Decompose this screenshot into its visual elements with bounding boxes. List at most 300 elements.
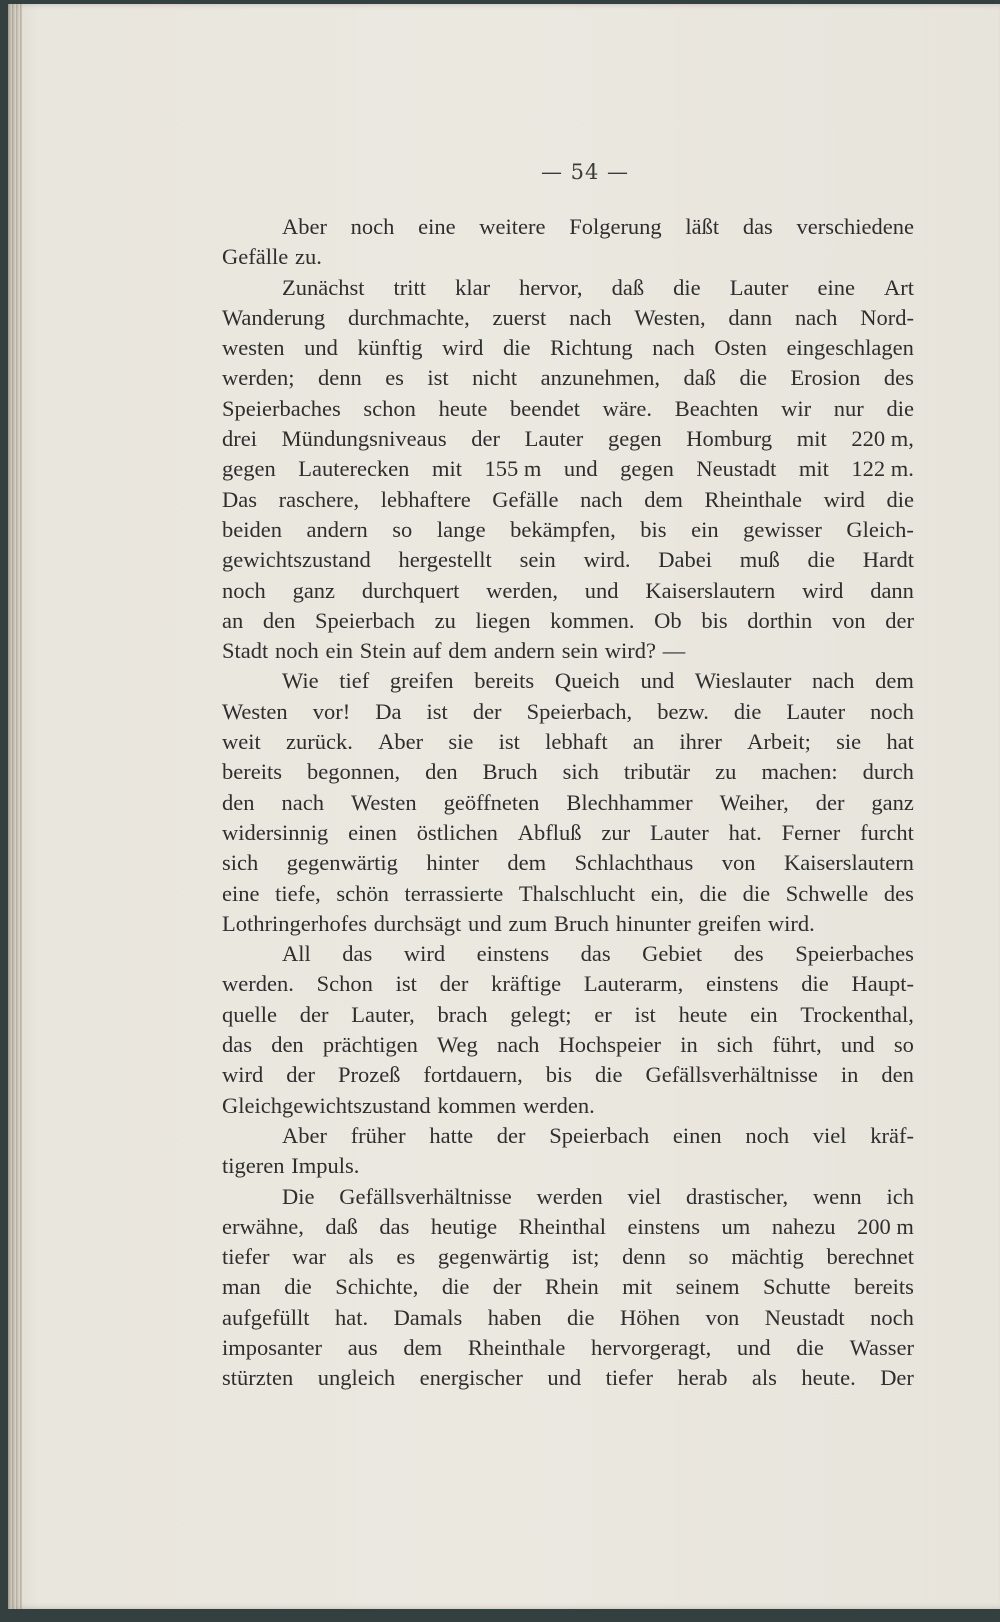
text-word: sich — [716, 1032, 754, 1058]
text-word: eine — [817, 274, 855, 300]
text-word: tiefer — [222, 1244, 270, 1270]
text-word: sie — [836, 729, 862, 755]
text-word: Wie — [282, 668, 319, 694]
text-word: noch — [275, 638, 319, 664]
text-word: Gleichgewichtszustand — [222, 1092, 431, 1118]
text-word: nur — [833, 395, 864, 421]
text-word: 200 m — [857, 1213, 914, 1239]
text-line — [222, 1182, 914, 1212]
text-word: und — [640, 668, 675, 694]
text-word: aus — [347, 1334, 378, 1360]
text-line — [222, 697, 914, 727]
text-word: muß — [739, 547, 780, 573]
text-word: des — [733, 941, 764, 967]
text-word: Arbeit; — [747, 729, 811, 755]
text-line — [222, 1060, 914, 1090]
text-word: Wieslauter — [694, 668, 792, 694]
text-word: ungleich — [317, 1365, 396, 1391]
text-word: Erosion — [790, 365, 861, 391]
text-word: und — [563, 456, 598, 482]
text-word: einstens — [627, 1213, 701, 1239]
text-word: ich — [886, 1183, 914, 1209]
text-word: wird — [403, 941, 446, 967]
text-word: zurück. — [286, 729, 353, 755]
text-line — [222, 788, 914, 818]
text-word: tributär — [623, 759, 691, 785]
text-word: wird — [222, 1062, 264, 1088]
text-word: furcht — [860, 819, 914, 845]
text-word: ihrer — [679, 729, 722, 755]
text-word: beendet — [510, 395, 580, 421]
text-word: die — [699, 880, 727, 906]
text-word: terrassierte — [404, 880, 504, 906]
text-word: die — [807, 547, 835, 573]
text-word: Rheinthale — [467, 1334, 566, 1360]
text-word: tigeren — [222, 1153, 285, 1179]
text-word: ist; — [571, 1244, 600, 1270]
text-word: den — [271, 1032, 304, 1058]
text-word: Hardt — [862, 547, 914, 573]
text-line — [222, 515, 914, 545]
text-word: um — [721, 1213, 751, 1239]
text-line — [222, 1000, 914, 1030]
text-word: hatte — [429, 1122, 474, 1148]
text-word: Schichte, — [335, 1274, 419, 1300]
body-text — [222, 212, 914, 1394]
text-word: wird — [802, 577, 844, 603]
text-line — [222, 1030, 914, 1060]
text-word: Neustadt — [696, 456, 777, 482]
text-word: an — [222, 607, 244, 633]
text-word: gegenwärtig — [286, 850, 398, 876]
text-word: noch — [222, 577, 266, 603]
text-word: Neustadt — [764, 1304, 845, 1330]
text-line — [222, 1272, 914, 1302]
text-word: schön — [336, 880, 389, 906]
text-word: Ferner — [781, 819, 841, 845]
text-word: 155 m — [484, 456, 542, 482]
text-word: Lauterecken — [298, 456, 410, 482]
text-word: der — [472, 698, 502, 724]
text-word: die — [567, 1304, 595, 1330]
text-word: an — [632, 729, 655, 755]
text-word: ganz — [292, 577, 336, 603]
text-word: ganz — [871, 789, 914, 815]
text-word: dem — [875, 668, 914, 694]
text-word: wird — [823, 486, 865, 512]
text-word: Speierbach, — [526, 698, 633, 724]
text-word: Bruch — [482, 759, 538, 785]
text-word: noch — [350, 214, 395, 239]
text-word: Wanderung — [222, 304, 326, 330]
text-word: und — [584, 577, 619, 603]
text-word: den — [262, 607, 296, 633]
text-word: begonnen, — [307, 759, 401, 785]
text-word: gegen — [607, 426, 662, 452]
text-word: der — [885, 607, 914, 633]
text-word: Trockenthal, — [800, 1001, 914, 1027]
text-line — [222, 636, 914, 666]
text-word: einstens — [476, 941, 550, 967]
text-word: sein — [561, 638, 598, 664]
text-word: der — [496, 1122, 526, 1148]
text-word: den — [881, 1062, 914, 1088]
text-word: werden; — [222, 365, 295, 391]
text-word: Nord- — [860, 304, 914, 330]
text-line — [222, 909, 914, 939]
text-word: hervor, — [519, 274, 583, 300]
text-word: Lauterarm, — [583, 971, 684, 997]
text-word: mit — [431, 456, 462, 482]
text-word: dann — [728, 304, 773, 330]
text-word: das — [342, 941, 373, 967]
text-word: tritt — [393, 274, 427, 300]
text-word: Schlachthaus — [574, 850, 694, 876]
text-word: wir — [781, 395, 812, 421]
text-word: denn — [622, 1244, 666, 1270]
text-word: gegen — [222, 456, 276, 482]
text-word: einen — [672, 1122, 722, 1148]
text-word: gelegt; — [510, 1001, 572, 1027]
text-word: wäre. — [602, 395, 652, 421]
text-word: Westen — [222, 698, 288, 724]
text-word: tiefer — [605, 1365, 654, 1391]
text-word: verschiedene — [796, 214, 914, 239]
text-word: man — [222, 1274, 261, 1300]
text-line — [222, 1151, 914, 1181]
text-word: von — [831, 607, 866, 633]
text-word: Schutte — [762, 1274, 831, 1300]
text-word: östlichen — [416, 819, 498, 845]
text-word: weitere — [479, 214, 546, 239]
text-word: Das — [222, 486, 257, 512]
text-word: bereits — [474, 668, 535, 694]
text-word: die — [594, 1062, 623, 1088]
text-line — [222, 727, 914, 757]
text-word: westen — [222, 335, 285, 361]
text-word: Hochspeier — [558, 1032, 662, 1058]
text-word: daß — [611, 274, 645, 300]
text-word: nach — [580, 486, 623, 512]
text-word: zuerst — [492, 304, 547, 330]
text-word: 122 m. — [851, 456, 914, 482]
text-word: Speierbach — [315, 607, 415, 633]
text-word: wird? — [604, 638, 656, 664]
text-word: gewisser — [743, 516, 822, 542]
text-line — [222, 1121, 914, 1151]
text-word: Gebiet — [642, 941, 703, 967]
text-word: durchquert — [361, 577, 460, 603]
text-word: Aber — [282, 214, 327, 239]
text-word: Impuls. — [291, 1153, 360, 1179]
text-word: gewichtszustand — [222, 547, 371, 573]
text-word: Da — [375, 698, 402, 724]
text-word: der — [286, 1062, 315, 1088]
text-word: Zunächst — [282, 274, 365, 300]
text-word: Gefällsverhältnisse — [339, 1183, 512, 1209]
text-line — [222, 1242, 914, 1272]
text-word: andern — [306, 516, 368, 542]
text-word: daß — [325, 1213, 358, 1239]
text-word: die — [886, 395, 914, 421]
text-word: Der — [880, 1365, 914, 1391]
text-word: heute — [438, 395, 488, 421]
text-word: hinunter — [615, 910, 691, 936]
text-word: hat. — [728, 819, 762, 845]
text-word: bereits — [853, 1274, 914, 1300]
text-word: Schwelle — [785, 880, 869, 906]
text-word: Mündungsniveaus — [281, 426, 447, 452]
text-word: Art — [884, 274, 914, 300]
text-word: früher — [350, 1122, 406, 1148]
text-word: Queich — [554, 668, 620, 694]
text-word: imposanter — [222, 1334, 322, 1360]
text-word: greifen — [697, 910, 762, 936]
text-word: dem — [644, 486, 683, 512]
text-word: kommen. — [550, 607, 635, 633]
text-word: nach — [652, 335, 695, 361]
text-word: tief — [339, 668, 370, 694]
text-word: und — [547, 1365, 582, 1391]
text-word: hinter — [426, 850, 479, 876]
text-word: viel — [627, 1183, 662, 1209]
text-word: gegenwärtig — [437, 1244, 550, 1270]
text-word: und — [467, 910, 502, 936]
text-word: Aber — [282, 1122, 327, 1148]
text-word: mit — [796, 426, 827, 452]
text-word: so — [688, 1244, 709, 1270]
text-word: kräf- — [870, 1122, 914, 1148]
text-word: hat — [886, 729, 914, 755]
text-word: berechnet — [826, 1244, 914, 1270]
text-word: dem — [403, 1334, 443, 1360]
text-word: das — [222, 1032, 252, 1058]
text-word: als — [348, 1244, 374, 1270]
text-word: Stadt — [222, 638, 269, 664]
text-line — [222, 242, 914, 272]
text-word: künftig — [357, 335, 423, 361]
text-word: so — [893, 1032, 914, 1058]
text-word: wird — [442, 335, 484, 361]
text-word: Prozeß — [337, 1062, 401, 1088]
text-word: der — [439, 971, 469, 997]
text-word: Rhein — [545, 1274, 599, 1300]
text-word: noch — [870, 698, 914, 724]
text-word: eine — [222, 880, 260, 906]
text-word: Die — [282, 1183, 315, 1209]
text-word: heute. — [801, 1365, 856, 1391]
text-word: All — [282, 941, 311, 967]
text-word: weit — [222, 729, 261, 755]
text-word: dorthin — [747, 607, 813, 633]
text-line — [222, 485, 914, 515]
text-word: nicht — [472, 365, 518, 391]
text-word: — — [662, 638, 686, 664]
text-word: Speierbaches — [795, 941, 914, 967]
text-line — [222, 666, 914, 696]
text-word: mit — [798, 456, 829, 482]
text-word: beiden — [222, 516, 282, 542]
text-word: dann — [870, 577, 914, 603]
text-line — [222, 1333, 914, 1363]
text-word: des — [883, 880, 914, 906]
text-word: ein — [691, 516, 719, 542]
text-word: nach — [281, 789, 324, 815]
text-word: hergestellt — [398, 547, 492, 573]
text-word: noch — [745, 1122, 790, 1148]
text-word: ein — [750, 1001, 778, 1027]
text-word: Weiher, — [719, 789, 789, 815]
text-word: Lothringerhofes — [222, 910, 367, 936]
text-word: quelle — [222, 1001, 277, 1027]
text-word: des — [883, 365, 914, 391]
text-word: einen — [348, 819, 397, 845]
text-line — [222, 394, 914, 424]
text-word: auf — [412, 638, 442, 664]
text-word: viel — [812, 1122, 847, 1148]
text-word: sich — [562, 759, 599, 785]
text-word: ist — [426, 698, 448, 724]
text-word: fortdauern, — [423, 1062, 523, 1088]
text-word: haben — [487, 1304, 542, 1330]
text-word: aufgefüllt — [222, 1304, 310, 1330]
text-word: vor! — [312, 698, 351, 724]
text-word: machen: — [761, 759, 838, 785]
text-word: Kaiserslautern — [783, 850, 914, 876]
text-word: anzunehmen, — [540, 365, 660, 391]
text-word: der — [492, 1274, 522, 1300]
text-word: hervorgeragt, — [591, 1334, 712, 1360]
text-word: liegen — [475, 607, 531, 633]
text-word: noch — [870, 1304, 914, 1330]
text-line — [222, 363, 914, 393]
text-word: heutige — [430, 1213, 498, 1239]
text-word: lebhaftere — [380, 486, 471, 512]
text-word: drastischer, — [685, 1183, 789, 1209]
page-gutter-edge — [8, 4, 22, 1609]
text-word: Aber — [378, 729, 424, 755]
text-word: Höhen — [619, 1304, 680, 1330]
text-word: gegen — [620, 456, 674, 482]
text-word: das — [742, 214, 773, 239]
text-word: dem — [507, 850, 547, 876]
text-word: andern — [493, 638, 555, 664]
text-line — [222, 606, 914, 636]
text-line — [222, 1363, 914, 1393]
text-word: nach — [569, 304, 612, 330]
text-word: durchsägt — [373, 910, 462, 936]
text-word: in — [680, 1032, 698, 1058]
text-word: das — [379, 1213, 410, 1239]
text-word: ist — [634, 1001, 656, 1027]
text-line — [222, 303, 914, 333]
text-word: Weg — [437, 1032, 478, 1058]
text-word: Gleich- — [846, 516, 914, 542]
text-word: der — [471, 426, 500, 452]
text-word: es — [396, 1244, 416, 1270]
text-word: tiefe, — [275, 880, 321, 906]
text-line — [222, 757, 914, 787]
text-word: Beachten — [674, 395, 759, 421]
text-word: zur — [601, 819, 631, 845]
text-line — [222, 424, 914, 454]
text-word: Bruch — [553, 910, 609, 936]
text-word: sie — [448, 729, 474, 755]
text-word: denn — [317, 365, 362, 391]
text-word: Lauter — [729, 274, 789, 300]
page-number: — 54 — — [540, 160, 630, 184]
text-word: Ob — [654, 607, 682, 633]
text-word: eine — [418, 214, 456, 239]
text-word: klar — [455, 274, 491, 300]
text-word: werden. — [222, 971, 294, 997]
text-line — [222, 1212, 914, 1242]
text-word: dem — [448, 638, 488, 664]
text-word: mächtig — [731, 1244, 804, 1270]
text-word: Rheinthal — [518, 1213, 607, 1239]
text-word: zu — [715, 759, 737, 785]
text-word: die — [673, 274, 701, 300]
text-word: die — [284, 1274, 312, 1300]
text-word: und — [840, 1032, 875, 1058]
text-word: Lauter, — [351, 1001, 415, 1027]
text-word: den — [425, 759, 458, 785]
text-word: die — [502, 335, 531, 361]
text-word: zum — [508, 910, 548, 936]
text-word: Stein — [359, 638, 407, 664]
text-word: er — [594, 1001, 612, 1027]
text-word: stürzten — [222, 1365, 294, 1391]
text-word: den — [222, 789, 255, 815]
text-word: durch — [862, 759, 914, 785]
text-word: Kaiserslautern — [645, 577, 776, 603]
text-word: widersinnig — [222, 819, 329, 845]
text-line — [222, 576, 914, 606]
text-word: heute — [678, 1001, 728, 1027]
text-word: energischer — [419, 1365, 523, 1391]
text-word: Rheinthale — [704, 486, 803, 512]
text-word: nach — [794, 304, 838, 330]
text-word: der — [299, 1001, 329, 1027]
text-word: wenn — [812, 1183, 862, 1209]
text-word: in — [840, 1062, 859, 1088]
text-word: nahezu — [771, 1213, 836, 1239]
text-word: bis — [701, 607, 728, 633]
text-word: und — [736, 1334, 771, 1360]
text-word: 220 m, — [851, 426, 914, 452]
text-word: Thalschlucht — [518, 880, 636, 906]
text-word: läßt — [685, 214, 720, 239]
text-word: Speierbaches — [222, 395, 341, 421]
text-word: die — [733, 698, 762, 724]
text-word: bis — [640, 516, 667, 542]
text-word: die — [742, 880, 771, 906]
text-word: von — [705, 1304, 740, 1330]
text-word: als — [751, 1365, 777, 1391]
text-word: Gefällsverhältnisse — [645, 1062, 818, 1088]
text-line — [222, 818, 914, 848]
text-word: lange — [436, 516, 486, 542]
text-word: das — [580, 941, 611, 967]
text-word: Schon — [316, 971, 373, 997]
text-line — [222, 1091, 914, 1121]
text-word: Wasser — [849, 1334, 914, 1360]
text-word: hat. — [334, 1304, 369, 1330]
text-word: nach — [812, 668, 855, 694]
text-word: Richtung — [550, 335, 633, 361]
text-word: kräftige — [491, 971, 562, 997]
text-word: Westen, — [634, 304, 706, 330]
